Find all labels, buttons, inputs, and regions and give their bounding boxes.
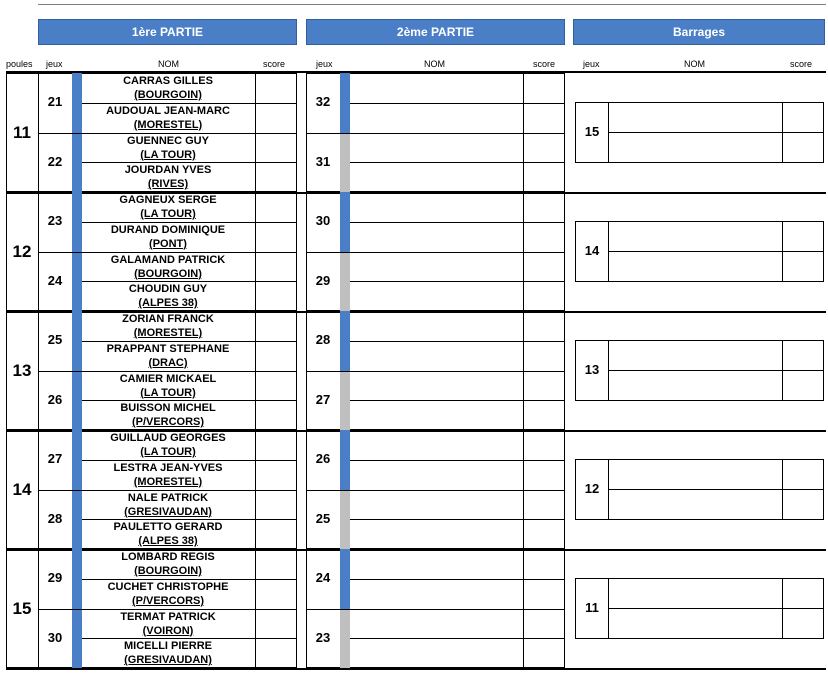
- score-divider: [255, 341, 297, 342]
- poule-number: 15: [12, 598, 32, 618]
- part2-color-bar-blue: [340, 311, 350, 371]
- player-club: (BOURGOIN): [134, 89, 202, 101]
- row-divider: [350, 638, 565, 639]
- player-name: AUDOUAL JEAN-MARC: [106, 104, 230, 117]
- game-number: 27: [47, 451, 63, 466]
- col-label-nom-1: NOM: [158, 59, 179, 69]
- part2-color-bar-blue: [340, 192, 350, 252]
- part2-game-number: 26: [315, 451, 331, 466]
- player-club: (MORESTEL): [133, 327, 203, 339]
- game-number: 21: [47, 94, 63, 109]
- game-divider: [306, 133, 565, 134]
- barrage-game-number: 13: [584, 362, 600, 377]
- score-divider: [255, 103, 297, 104]
- player-club: (PONT): [149, 237, 187, 250]
- part2-color-bar-blue: [340, 430, 350, 490]
- row-divider: [608, 251, 824, 252]
- player-name: LESTRA JEAN-YVES: [113, 461, 223, 474]
- player-name: PAULETTO GERARD: [113, 521, 223, 534]
- game-number: 23: [47, 213, 63, 228]
- game-divider: [306, 252, 565, 253]
- col-label-nom-3: NOM: [684, 59, 705, 69]
- score-divider: [255, 281, 297, 282]
- game-number: 26: [47, 391, 63, 407]
- player-club: (LA TOUR): [140, 208, 196, 220]
- part2-color-bar-blue: [340, 73, 350, 133]
- player-name: CHOUDIN GUY: [128, 283, 208, 296]
- game-number: 22: [47, 153, 63, 169]
- col-label-nom-2: NOM: [424, 59, 445, 69]
- player-name: GAGNEUX SERGE: [119, 194, 217, 206]
- part2-color-bar-blue: [340, 549, 350, 609]
- score-divider: [255, 162, 297, 163]
- game-divider: [306, 609, 565, 610]
- game-divider: [306, 371, 565, 372]
- header-barrages: Barrages: [573, 19, 825, 45]
- player-name: NALE PATRICK: [127, 491, 209, 504]
- part2-color-bar-grey: [340, 490, 350, 550]
- player-club: (LA TOUR): [140, 148, 196, 161]
- row-divider: [350, 519, 565, 520]
- player-club: (LA TOUR): [140, 386, 196, 399]
- poule-number: 11: [13, 122, 31, 142]
- score-divider: [255, 579, 297, 580]
- player-name: DURAND DOMINIQUE: [110, 223, 226, 236]
- player-name: GUENNEC GUY: [127, 134, 209, 147]
- row-divider: [608, 370, 824, 371]
- row-divider: [350, 162, 565, 163]
- col-label-jeux-1: jeux: [46, 59, 63, 69]
- row-divider: [350, 103, 565, 104]
- row-divider: [350, 460, 565, 461]
- game-number: 28: [47, 510, 63, 526]
- player-name: CAMIER MICKAEL: [119, 372, 217, 385]
- part2-game-number: 31: [315, 153, 331, 169]
- col-label-jeux-2: jeux: [316, 59, 333, 69]
- group-separator: [6, 668, 826, 670]
- header-part1: 1ère PARTIE: [38, 19, 297, 45]
- player-name: CUCHET CHRISTOPHE: [107, 580, 229, 593]
- part2-color-bar-grey: [340, 252, 350, 312]
- barrage-game-number: 11: [585, 600, 599, 615]
- part2-game-number: 24: [315, 570, 331, 585]
- player-club: (MORESTEL): [133, 118, 203, 131]
- player-club: (LA TOUR): [140, 446, 196, 458]
- game-number: 29: [47, 570, 63, 585]
- player-name: PRAPPANT STEPHANE: [106, 342, 230, 355]
- player-name: TERMAT PATRICK: [120, 610, 216, 623]
- barrage-game-number: 15: [584, 124, 600, 139]
- player-name: ZORIAN FRANCK: [122, 313, 214, 325]
- poule-number: 14: [12, 479, 32, 499]
- player-club: (GRESIVAUDAN): [124, 654, 212, 667]
- player-name: JOURDAN YVES: [124, 164, 212, 177]
- player-club: (P/VERCORS): [131, 416, 205, 429]
- row-divider: [608, 132, 824, 133]
- part2-game-number: 30: [315, 213, 331, 228]
- part2-game-number: 28: [315, 332, 331, 347]
- part2-color-bar-grey: [340, 609, 350, 669]
- col-label-score-1: score: [263, 59, 286, 69]
- header-part2: 2ème PARTIE: [306, 19, 565, 45]
- row-divider: [608, 489, 824, 490]
- part2-game-number: 29: [315, 272, 331, 288]
- player-name: CARRAS GILLES: [123, 75, 213, 87]
- score-divider: [255, 222, 297, 223]
- row-divider: [350, 579, 565, 580]
- part2-game-number: 23: [315, 629, 331, 645]
- col-label-jeux-3: jeux: [583, 59, 600, 69]
- player-club: (VOIRON): [142, 624, 194, 637]
- poule-number: 12: [12, 241, 32, 261]
- part2-color-bar-grey: [340, 371, 350, 431]
- game-number: 25: [47, 332, 63, 347]
- player-name: LOMBARD REGIS: [121, 551, 215, 563]
- row-divider: [350, 400, 565, 401]
- col-label-score-3: score: [790, 59, 813, 69]
- player-club: (ALPES 38): [138, 297, 198, 310]
- row-divider: [350, 281, 565, 282]
- game-divider: [306, 490, 565, 491]
- col-label-poules: poules: [6, 59, 33, 69]
- top-rule: [38, 4, 826, 5]
- row-divider: [608, 608, 824, 609]
- barrage-game-number: 14: [584, 243, 600, 258]
- player-club: (GRESIVAUDAN): [124, 505, 212, 518]
- row-divider: [350, 341, 565, 342]
- player-club: (BOURGOIN): [134, 267, 202, 280]
- score-divider: [255, 460, 297, 461]
- player-name: GALAMAND PATRICK: [110, 253, 226, 266]
- player-club: (DRAC): [148, 356, 188, 369]
- part2-game-number: 27: [315, 391, 331, 407]
- part2-game-number: 32: [315, 94, 331, 109]
- player-club: (P/VERCORS): [131, 594, 205, 607]
- player-club: (ALPES 38): [138, 535, 198, 548]
- barrage-game-number: 12: [584, 481, 600, 496]
- player-club: (MORESTEL): [133, 475, 203, 488]
- game-number: 30: [47, 629, 63, 645]
- row-divider: [350, 222, 565, 223]
- score-divider: [255, 519, 297, 520]
- score-divider: [255, 400, 297, 401]
- player-name: MICELLI PIERRE: [123, 640, 212, 653]
- player-name: GUILLAUD GEORGES: [110, 432, 226, 444]
- player-club: (BOURGOIN): [134, 565, 202, 577]
- poule-number: 13: [12, 360, 32, 380]
- part2-color-bar-grey: [340, 133, 350, 193]
- score-divider: [255, 638, 297, 639]
- col-label-score-2: score: [533, 59, 556, 69]
- part2-game-number: 25: [315, 510, 331, 526]
- player-name: BUISSON MICHEL: [120, 402, 216, 415]
- player-club: (RIVES): [147, 178, 189, 191]
- game-number: 24: [47, 272, 63, 288]
